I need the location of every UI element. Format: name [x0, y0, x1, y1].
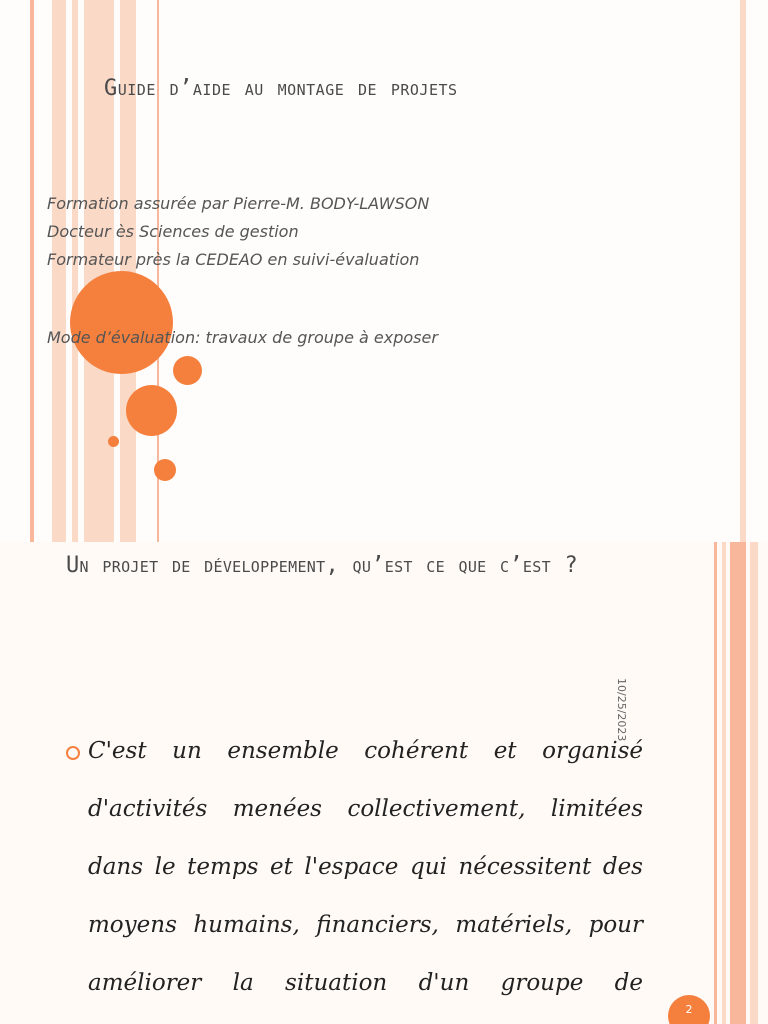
medium-circle-decoration: [126, 385, 177, 436]
trainer-info: [47, 190, 429, 274]
small-circle-decoration: [173, 356, 202, 385]
evaluation-mode: Mode d’évaluation: travaux de groupe à exposer: [47, 328, 438, 347]
slide-2: [0, 542, 768, 1024]
stripe-decoration: [730, 542, 746, 1024]
body-line: améliorer la situation d'un groupe de: [88, 970, 643, 996]
stripe-decoration: [740, 0, 746, 542]
large-circle-decoration: [70, 271, 173, 374]
trainer-line: Formation assurée par Pierre-M. BODY-LAWSON: [47, 194, 430, 213]
trainer-line: Formateur près la CEDEAO en suivi-évaluation: [47, 250, 420, 269]
slide-date: 10/25/2023: [615, 678, 628, 742]
body-line: C'est un ensemble cohérent et organisé: [88, 738, 643, 764]
slide-body: [88, 722, 643, 1012]
tiny-circle-decoration: [108, 436, 119, 447]
page-number-badge: 2: [668, 995, 710, 1024]
bullet-icon: [66, 746, 80, 760]
slide-title: Un projet de développement, qu’est ce que c’est ?: [66, 553, 578, 578]
stripe-decoration: [714, 542, 717, 1024]
stripe-decoration: [750, 542, 758, 1024]
body-line: moyens humains, financiers, matériels, pour: [88, 912, 643, 938]
small-circle-decoration: [154, 459, 176, 481]
body-line: d'activités menées collectivement, limitées: [88, 796, 643, 822]
stripe-decoration: [722, 542, 726, 1024]
stripe-decoration: [30, 0, 34, 542]
body-line: dans le temps et l'espace qui nécessitent des: [88, 854, 643, 880]
slide-title: Guide d’aide au montage de projets: [104, 76, 458, 101]
trainer-line: Docteur ès Sciences de gestion: [47, 222, 299, 241]
